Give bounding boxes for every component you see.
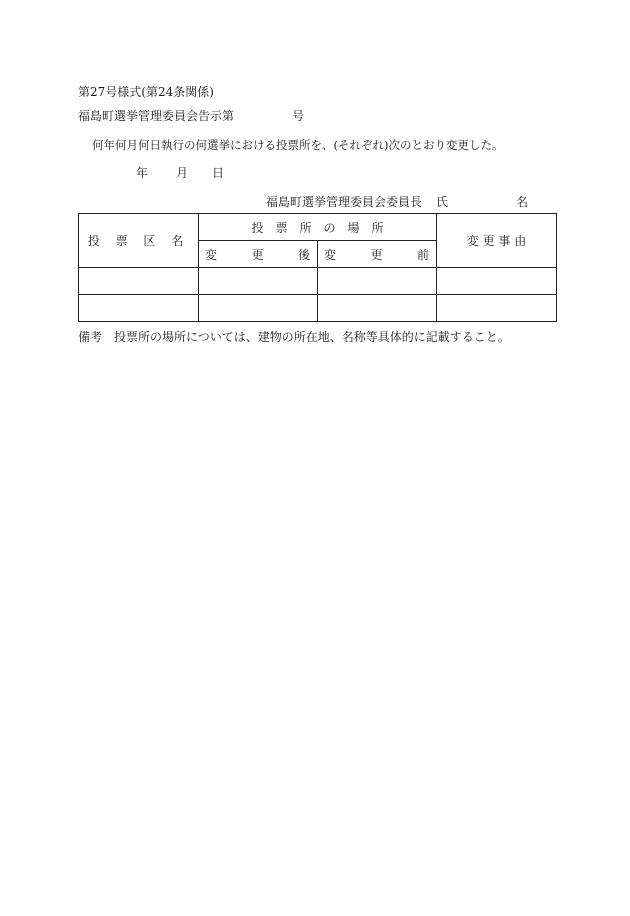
remarks-text: 投票所の場所については、建物の所在地、名称等具体的に記載すること。 bbox=[114, 330, 510, 344]
date-year: 年 bbox=[136, 166, 149, 180]
table-cell bbox=[79, 295, 199, 322]
table-cell bbox=[318, 268, 437, 295]
table-row bbox=[79, 268, 557, 295]
notice-prefix: 福島町選挙管理委員会告示第 bbox=[78, 109, 235, 123]
date-line bbox=[136, 166, 224, 180]
reason-header: 変 更 事 由 bbox=[437, 214, 557, 268]
signature-mei: 名 bbox=[516, 195, 529, 209]
notice-suffix: 号 bbox=[292, 109, 305, 123]
district-header: 投 票 区 名 bbox=[79, 214, 199, 268]
table-cell bbox=[79, 268, 199, 295]
signature-shi: 氏 bbox=[436, 195, 449, 209]
table-cell bbox=[437, 268, 557, 295]
table-cell bbox=[318, 295, 437, 322]
signature-title: 福島町選挙管理委員会委員長 bbox=[266, 195, 423, 209]
form-number: 第27号様式(第24条関係) bbox=[78, 85, 214, 99]
date-day: 日 bbox=[212, 166, 225, 180]
table-cell bbox=[199, 268, 318, 295]
table-cell bbox=[199, 295, 318, 322]
before-change-header: 変 更 前 bbox=[318, 241, 437, 268]
date-month: 月 bbox=[176, 166, 189, 180]
polling-place-change-table bbox=[78, 213, 557, 322]
table-row bbox=[79, 295, 557, 322]
notice-body-text: 何年何月何日執行の何選挙における投票所を、(それぞれ)次のとおり変更した。 bbox=[92, 138, 504, 152]
remarks-line bbox=[78, 330, 510, 344]
after-change-header: 変 更 後 bbox=[199, 241, 318, 268]
notice-heading bbox=[78, 109, 304, 123]
remarks-label: 備考 bbox=[78, 330, 103, 344]
table-cell bbox=[437, 295, 557, 322]
location-header: 投 票 所 の 場 所 bbox=[199, 214, 437, 241]
signature-line bbox=[266, 195, 529, 209]
